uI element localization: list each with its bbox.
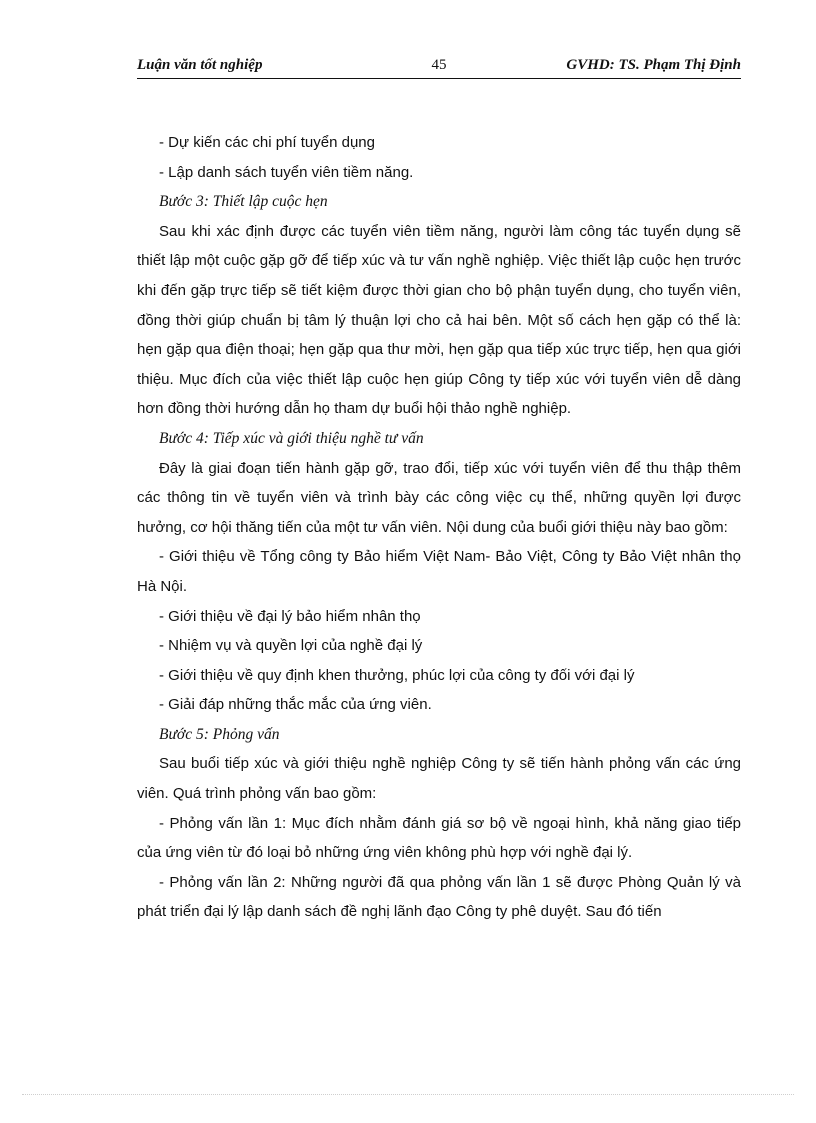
- list-item: - Phỏng vấn lần 1: Mục đích nhằm đánh giá sơ bộ về ngoại hình, khả năng giao tiếp của ứng viên từ đó loại bỏ những ứng viên không phù hợp với nghề đại lý.: [137, 814, 741, 862]
- page-bottom-divider: [22, 1094, 794, 1095]
- paragraph: Sau khi xác định được các tuyển viên tiềm năng, người làm công tác tuyển dụng sẽ thiết lập một cuộc gặp gỡ để tiếp xúc và tư vấn nghề nghiệp. Việc thiết lập cuộc hẹn trước khi đến gặp trực tiếp sẽ tiết kiệm được thời gian cho bộ phận tuyển dụng, cho tuyển viên, đồng thời giúp chuẩn bị tâm lý thuận lợi cho cả hai bên. Một số cách hẹn gặp có thể là: hẹn gặp qua điện thoại; hẹn gặp qua thư mời, hẹn gặp qua tiếp xúc trực tiếp, hẹn qua giới thiệu. Mục đích của việc thiết lập cuộc hẹn giúp Công ty tiếp xúc với tuyển viên dễ dàng hơn đồng thời hướng dẫn họ tham dự buổi hội thảo nghề nghiệp.: [137, 222, 741, 418]
- header-thesis-title: Luận văn tốt nghiệp: [137, 57, 263, 73]
- step-heading: Bước 3: Thiết lập cuộc hẹn: [159, 193, 328, 211]
- list-item: - Giới thiệu về Tổng công ty Bảo hiểm Việt Nam- Bảo Việt, Công ty Bảo Việt nhân thọ Hà Nội.: [137, 548, 741, 595]
- body-text: [137, 128, 741, 927]
- step-heading: Bước 5: Phỏng vấn: [159, 725, 280, 743]
- paragraph: Đây là giai đoạn tiến hành gặp gỡ, trao đổi, tiếp xúc với tuyển viên để thu thập thêm các thông tin về tuyển viên và trình bày các công việc cụ thể, những quyền lợi được hưởng, cơ hội thăng tiến của một tư vấn viên. Nội dung của buổi giới thiệu này bao gồm:: [137, 459, 741, 536]
- paragraph: Sau buổi tiếp xúc và giới thiệu nghề nghiệp Công ty sẽ tiến hành phỏng vấn các ứng viên. Quá trình phỏng vấn bao gồm:: [137, 755, 741, 803]
- page-header: [137, 56, 741, 79]
- list-item: - Giới thiệu về quy định khen thưởng, phúc lợi của công ty đối với đại lý: [159, 666, 635, 684]
- list-item: - Giới thiệu về đại lý bảo hiểm nhân thọ: [159, 607, 421, 625]
- page-number: 45: [431, 57, 447, 73]
- step-heading: Bước 4: Tiếp xúc và giới thiệu nghề tư vấn: [159, 429, 424, 447]
- list-item: - Lập danh sách tuyển viên tiềm năng.: [159, 163, 414, 181]
- list-item: - Phỏng vấn lần 2: Những người đã qua phỏng vấn lần 1 sẽ được Phòng Quản lý và phát triển đại lý lập danh sách đề nghị lãnh đạo Công ty phê duyệt. Sau đó tiến: [137, 873, 741, 921]
- list-item: - Giải đáp những thắc mắc của ứng viên.: [159, 696, 432, 714]
- list-item: - Dự kiến các chi phí tuyển dụng: [159, 134, 375, 151]
- list-item: - Nhiệm vụ và quyền lợi của nghề đại lý: [159, 637, 423, 655]
- header-supervisor: GVHD: TS. Phạm Thị Định: [566, 57, 741, 73]
